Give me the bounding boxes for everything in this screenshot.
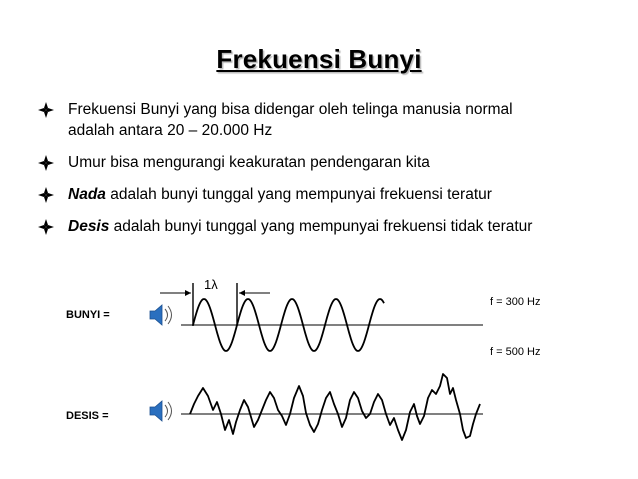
desis-noise-wave xyxy=(190,374,480,440)
bullet-emphasis-desis: Desis xyxy=(68,218,110,235)
bullet-emphasis-nada: Nada xyxy=(68,186,106,203)
slide-title: Frekuensi Bunyi xyxy=(216,44,422,74)
speaker-icon[interactable] xyxy=(150,401,172,421)
bullet-text: adalah bunyi tunggal yang mempunyai frekuensi tidak teratur xyxy=(109,218,533,235)
bunyi-label: BUNYI = xyxy=(66,309,110,321)
bullet-text: adalah bunyi tunggal yang mempunyai frekuensi teratur xyxy=(105,186,492,203)
speaker-icon[interactable] xyxy=(150,305,172,325)
frequency-300-label: f = 300 Hz xyxy=(490,296,541,308)
wavelength-arrowhead-right xyxy=(239,290,245,296)
frequency-500-label: f = 500 Hz xyxy=(490,346,541,358)
bullet-text-line1: Frekuensi Bunyi yang bisa didengar oleh telinga manusia normal xyxy=(68,101,513,118)
wavelength-arrowhead-left xyxy=(185,290,191,296)
bullet-text-line2: adalah antara 20 – 20.000 Hz xyxy=(68,122,273,139)
bullet-text: Umur bisa mengurangi keakuratan pendengaran kita xyxy=(68,154,430,171)
desis-label: DESIS = xyxy=(66,410,109,422)
wavelength-label: 1λ xyxy=(204,277,218,292)
